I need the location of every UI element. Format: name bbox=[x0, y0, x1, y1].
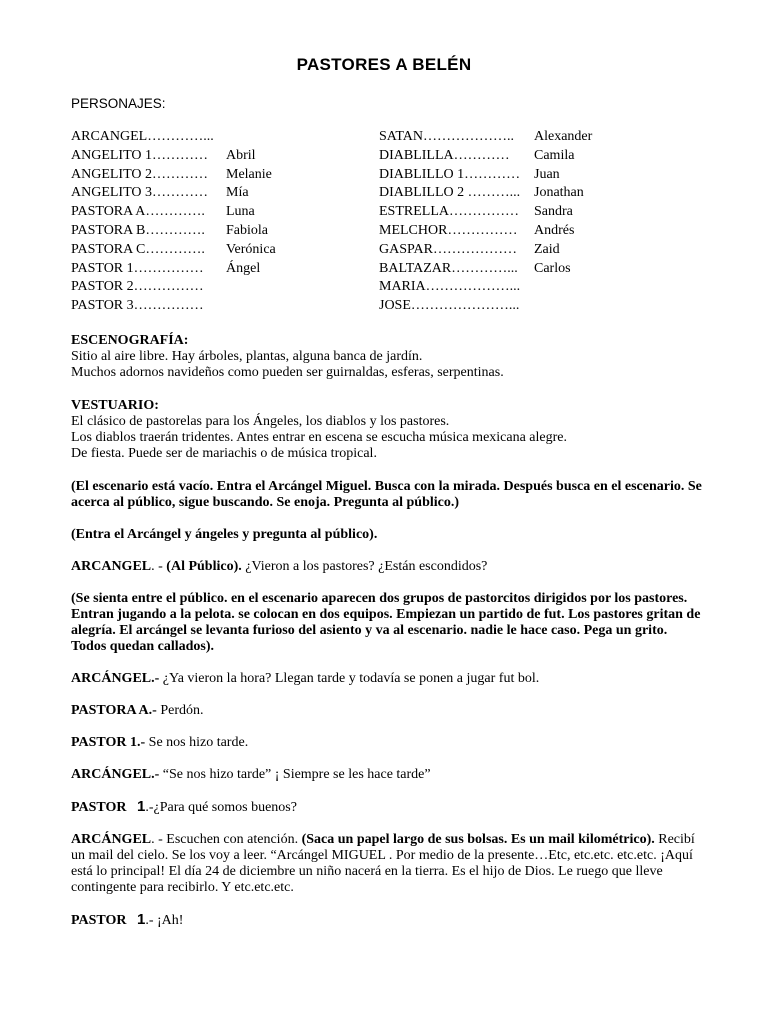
cast-role: PASTORA A…………. bbox=[71, 204, 205, 220]
dialogue-line bbox=[71, 735, 711, 751]
speaker-name: PASTORA A.- bbox=[71, 703, 157, 718]
dialogue-line bbox=[71, 832, 711, 848]
dialogue-line bbox=[71, 559, 711, 575]
cast-role: DIABLILLO 2 ………... bbox=[379, 185, 521, 201]
dialogue-line: contingente para recibirlo. Y etc.etc.etc. bbox=[71, 880, 294, 895]
cast-role: DIABLILLO 1………… bbox=[379, 166, 521, 182]
script-body bbox=[71, 333, 711, 929]
cast-role: PASTORA C…………. bbox=[71, 241, 205, 257]
cast-actor: Verónica bbox=[226, 241, 276, 257]
stage-direction-line: acerca al público, sigue buscando. Se enoja. Pregunta al público.) bbox=[71, 495, 460, 510]
cast-role: BALTAZAR…………... bbox=[379, 260, 518, 276]
dialogue-text: .- ¡Ah! bbox=[145, 913, 184, 928]
speaker-name: PASTOR bbox=[71, 913, 127, 928]
cast-actor: Alexander bbox=[534, 129, 593, 144]
cast-role: ANGELITO 1………… bbox=[71, 147, 209, 163]
dialogue-line bbox=[71, 767, 711, 783]
speaker-number: 1 bbox=[137, 911, 146, 928]
dialogue-text: Perdón. bbox=[156, 703, 204, 718]
speaker-name: PASTOR bbox=[71, 800, 127, 815]
stage-direction-line: alegría. El arcángel se levanta furioso del asiento y va al escenario. nadie le hace caso. Pega un grito. bbox=[71, 623, 668, 638]
dialogue-text: . - Escuchen con atención. bbox=[151, 832, 302, 847]
page-title: PASTORES A BELÉN bbox=[296, 55, 472, 74]
cast-actor: Ángel bbox=[226, 260, 261, 276]
cast-actor: Juan bbox=[534, 166, 560, 182]
stage-direction-line: Entran jugando a la pelota. se colocan en dos equipos. Empiezan un partido de fut. Los pastores gritan de bbox=[71, 607, 701, 622]
stage-direction-line: (Se sienta entre el público. en el escenario aparecen dos grupos de pastorcitos dirigidos por los pastores. bbox=[71, 591, 688, 606]
cast-role: JOSE…………………... bbox=[379, 298, 520, 314]
speaker-name: PASTOR 1.- bbox=[71, 735, 146, 750]
cast-role: ANGELITO 3………… bbox=[71, 185, 209, 201]
dialogue-line bbox=[71, 671, 711, 687]
cast-actor: Abril bbox=[226, 147, 256, 163]
speaker-name: ARCÁNGEL.- bbox=[71, 767, 160, 782]
cast-role: SATAN……………….. bbox=[379, 129, 514, 144]
cast-role: PASTOR 1…………… bbox=[71, 260, 204, 276]
cast-actor: Camila bbox=[534, 147, 575, 163]
vestuario-line: Los diablos traerán tridentes. Antes entrar en escena se escucha música mexicana alegre. bbox=[71, 430, 568, 445]
vestuario-line: De fiesta. Puede ser de mariachis o de música tropical. bbox=[71, 446, 377, 461]
dialogue-text: Recibí bbox=[654, 832, 695, 847]
speaker-name: ARCANGEL bbox=[71, 559, 152, 574]
dialogue-line: está lo principal! El día 24 de diciembre un niño nacerá en la tierra. Es el hijo de Dios. Le ruego que lleve bbox=[71, 864, 663, 879]
cast-role: ARCANGEL…………... bbox=[71, 129, 214, 144]
cast-actor: Zaid bbox=[534, 241, 560, 257]
cast-actor: Carlos bbox=[534, 260, 571, 276]
dialogue-line bbox=[71, 703, 711, 719]
cast-role: ANGELITO 2………… bbox=[71, 166, 209, 182]
dialogue-text: Se nos hizo tarde. bbox=[145, 735, 249, 750]
cast-role: PASTOR 3…………… bbox=[71, 298, 204, 314]
speaker-number: 1 bbox=[137, 798, 146, 815]
dialogue-line bbox=[71, 912, 711, 929]
cast-role: DIABLILLA………… bbox=[379, 147, 510, 163]
escenografia-line: Sitio al aire libre. Hay árboles, plantas, alguna banca de jardín. bbox=[71, 349, 423, 364]
escenografia-line: Muchos adornos navideños como pueden ser guirnaldas, esferas, serpentinas. bbox=[71, 365, 504, 380]
dialogue-line: un mail del cielo. Se los voy a leer. “Arcángel MIGUEL . Por medio de la presente…Etc, etc.etc. etc.etc. ¡Aquí bbox=[71, 848, 693, 863]
dialogue-text: “Se nos hizo tarde” ¡ Siempre se les hace tarde” bbox=[159, 767, 431, 782]
cast-actor: Mía bbox=[226, 185, 249, 201]
stage-direction-inline: (Saca un papel largo de sus bolsas. Es un mail kilométrico). bbox=[301, 832, 655, 847]
dialogue-line bbox=[71, 799, 711, 816]
vestuario-heading: VESTUARIO: bbox=[71, 398, 159, 413]
cast-actor: Jonathan bbox=[534, 185, 584, 201]
cast-actor: Andrés bbox=[534, 222, 575, 238]
cast-role: PASTOR 2…………… bbox=[71, 279, 204, 295]
personajes-label: PERSONAJES: bbox=[71, 96, 166, 111]
cast-role: ESTRELLA…………… bbox=[379, 204, 519, 220]
stage-direction-line: (El escenario está vacío. Entra el Arcángel Miguel. Busca con la mirada. Después busca en el escenario. Se bbox=[71, 479, 702, 494]
cast-actor: Sandra bbox=[534, 204, 573, 220]
cast-role: GASPAR……………… bbox=[379, 241, 517, 257]
speaker-name: ARCÁNGEL.- bbox=[71, 671, 160, 686]
dialogue-text: ¿Ya vieron la hora? Llegan tarde y todavía se ponen a jugar fut bol. bbox=[159, 671, 540, 686]
cast-role: PASTORA B…………. bbox=[71, 222, 205, 238]
cast-role: MELCHOR…………… bbox=[379, 222, 518, 238]
stage-direction-line: Todos quedan callados). bbox=[71, 639, 215, 654]
stage-direction-line: (Entra el Arcángel y ángeles y pregunta al público). bbox=[71, 527, 378, 542]
escenografia-heading: ESCENOGRAFÍA: bbox=[71, 333, 189, 348]
dialogue-text: .-¿Para qué somos buenos? bbox=[145, 800, 297, 815]
cast-actor: Fabiola bbox=[226, 222, 268, 238]
vestuario-line: El clásico de pastorelas para los Ángeles, los diablos y los pastores. bbox=[71, 414, 450, 429]
speaker-name: ARCÁNGEL bbox=[71, 832, 152, 847]
stage-direction-inline: (Al Público). bbox=[166, 559, 242, 574]
separator: . - bbox=[151, 559, 167, 574]
cast-actor: Melanie bbox=[226, 166, 272, 182]
cast-actor: Luna bbox=[226, 204, 255, 220]
dialogue-text: ¿Vieron a los pastores? ¿Están escondidos? bbox=[241, 559, 488, 574]
cast-role: MARIA………………... bbox=[379, 279, 521, 295]
